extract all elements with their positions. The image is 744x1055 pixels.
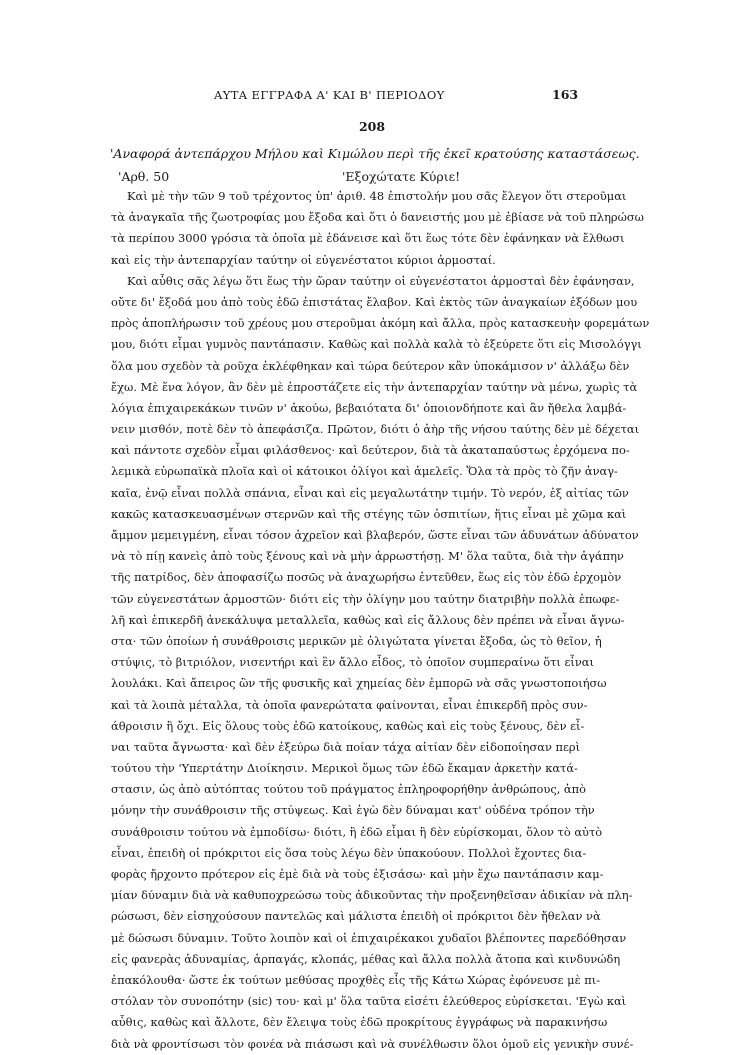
text-line: στα· τῶν ὁποίων ἡ συνάθροισις μερικῶν μὲ ὀλιγώτατα γίνεται ἔξοδα, ὡς τὸ θεῖον, ἡ bbox=[111, 633, 602, 648]
text-line: μόνην τὴν συνάθροισιν τῆς στύψεως. Καὶ ἐγὼ δὲν δύναμαι κατ' οὐδένα τρόπον τὴν bbox=[111, 803, 595, 818]
text-line: κακῶς κατασκευασμένων στερνῶν καὶ τῆς στέγης τῶν ὀσπιτίων, ἥτις εἶναι μὲ χῶμα καὶ bbox=[111, 506, 627, 521]
text-line: διὰ νὰ φροντίσωσι τὸν φονέα νὰ πιάσωσι καὶ νὰ συνέλθωσιν ὅλοι ὁμοῦ εἰς γενικὴν συνέ- bbox=[111, 1036, 634, 1051]
text-line: λῆ καὶ ἐπικερδῆ ἀνεκάλυψα μεταλλεῖα, καθὼς καὶ εἰς ἄλλους δὲν πρέπει νὰ εἶναι ἄγνω- bbox=[111, 612, 625, 627]
text-line: άθροισιν ἢ ὄχι. Εἰς ὅλους τοὺς ἐδῶ κατοίκους, καθὼς καὶ εἰς τοὺς ξένους, δὲν εἶ- bbox=[111, 718, 585, 733]
text-line: νειν μισθόν, ποτὲ δὲν τὸ ἀπεφάσιζα. Πρῶτον, διότι ὁ ἀὴρ τῆς νήσου ταύτης δὲν μὲ δέχεται bbox=[111, 422, 640, 437]
text-line: φορὰς ἤρχοντο πρότερον εἰς ἐμὲ διὰ νὰ τοὺς ἐξισάσω· καὶ μὴν ἔχω παντάπασιν καμ- bbox=[111, 867, 604, 881]
text-line: τὰ ἀναγκαῖα τῆς ζωοτροφίας μου ἔξοδα καὶ ὅτι ὁ δανειστής μου μὲ ἐβίασε νὰ τοῦ πληρώσω bbox=[111, 210, 644, 225]
text-line: λεμικὰ εὐρωπαϊκὰ πλοῖα καὶ οἱ κάτοικοι ὀλίγοι καὶ ἀμελεῖς. Ὅλα τὰ πρὸς τὸ ζῆν ἀναγ- bbox=[111, 464, 618, 479]
running-head: ΑΥΤΑ ΕΓΓΡΑΦΑ Α' ΚΑΙ Β' ΠΕΡΙΟΔΟΥ bbox=[214, 88, 445, 102]
page-number: 163 bbox=[552, 87, 579, 102]
text-line: τούτου τὴν 'Υπερτάτην Διοίκησιν. Μερικοὶ ὅμως τῶν ἐδῶ ἔκαμαν ἀρκετὴν κατά- bbox=[111, 761, 578, 776]
text-line: συνάθροισιν τούτου νὰ ἐμποδίσω· διότι, ἢ ἐδῶ εἶμαι ἢ δὲν εὑρίσκομαι, ὅλον τὸ αὐτὸ bbox=[111, 824, 603, 839]
text-line: μίαν δύναμιν διὰ νὰ καθυποχρεώσω τοὺς ἀδικοῦντας τὴν προξενηθεῖσαν ἀδικίαν νὰ πλη- bbox=[111, 888, 633, 903]
text-line: μὲ δώσωσι δύναμιν. Τοῦτο λοιπὸν καὶ οἱ ἐπιχαιρέκακοι χυδαῖοι βλέποντες παρεδόθησαν bbox=[111, 930, 627, 945]
text-line: στόλαν τὸν συνοπότην (sic) του· καὶ μ' ὅλα ταῦτα εἰσέτι ἐλεύθερος εὑρίσκεται. 'Εγὼ καὶ bbox=[111, 994, 627, 1009]
text-line: οὔτε δι' ἔξοδά μου ἀπὸ τοὺς ἐδῶ ἐπιστάτας ἔλαβον. Καὶ ἐκτὸς τῶν ἀναγκαίων ἐξόδων μου bbox=[111, 294, 638, 309]
text-line: στασιν, ὡς ἀπὸ αὐτόπτας τούτου τοῦ πράγματος ἐπληροφορήθην ἀνθρώπους, ἀπὸ bbox=[111, 782, 586, 797]
text-line: ἄμμον μεμειγμένη, εἶναι τόσον ἀχρεῖον καὶ βλαβερόν, ὥστε εἶναι τῶν ἀδυνάτων ἀδύνατον bbox=[111, 528, 639, 542]
text-line: εἶναι, ἐπειδὴ οἱ πρόκριτοι εἰς ὅσα τοὺς λέγω δὲν ὑπακούουν. Πολλοὶ ἔχοντες δια- bbox=[111, 845, 587, 860]
text-line: τὰ περίπου 3000 γρόσια τὰ ὁποῖα μὲ ἐδάνεισε καὶ ὅτι ἕως τότε δὲν ἐφάνηκαν νὰ ἔλθωσι bbox=[111, 231, 625, 246]
text-line: ὅλα μου σχεδὸν τὰ ροῦχα ἐκλέφθηκαν καὶ τώρα δεύτερον κἂν ὑποκάμισον ν' ἀλλάξω δὲν bbox=[111, 358, 630, 373]
text-line: λόγια ἐπιχαιρεκάκων τινῶν ν' ἀκούω, βεβαιότατα δι' ὁποιονδήποτε καὶ ἂν ἤθελα λαμβά- bbox=[111, 400, 627, 415]
letter-body bbox=[111, 186, 650, 1055]
text-line: Καὶ αὖθις σᾶς λέγω ὅτι ἕως τὴν ὥραν ταύτην οἱ εὐγενέστατοι ἁρμοσταὶ δὲν ἐφάνησαν, bbox=[127, 273, 635, 288]
document-number: 208 bbox=[358, 119, 386, 134]
document-title: 'Αναφορά ἀντεπάρχου Μήλου καὶ Κιμώλου περὶ τῆς ἐκεῖ κρατούσης καταστάσεως. bbox=[110, 146, 640, 161]
text-line: Καὶ μὲ τὴν τῶν 9 τοῦ τρέχοντος ὑπ' ἀριθ. 48 ἐπιστολήν μου σᾶς ἔλεγον ὅτι στεροῦμαι bbox=[127, 189, 627, 203]
text-line: εἰς φανερὰς ἀδυναμίας, ἁρπαγάς, κλοπάς, μέθας καὶ ἄλλα πολλὰ ἄτοπα καὶ κινδυνώδη bbox=[111, 951, 621, 966]
text-line: πρὸς ἀποπλήρωσιν τοῦ χρέους μου στεροῦμαι ἀκόμη καὶ ἄλλα, πρὸς κατασκευὴν φορεμάτων bbox=[111, 316, 650, 331]
text-line: στύψις, τὸ βιτριόλον, νισεντήρι καὶ ἓν ἄλλο εἶδος, τὸ ὁποῖον συμπεραίνω ὅτι εἶναι bbox=[111, 655, 594, 670]
text-line: ἔχω. Μὲ ἕνα λόγον, ἂν δὲν μὲ ἐπροστάζετε εἰς τὴν ἀντεπαρχίαν ταύτην νὰ μένω, χωρὶς τὰ bbox=[111, 379, 638, 394]
text-line: λουλάκι. Καὶ ἄπειρος ὢν τῆς φυσικῆς καὶ χημείας δὲν ἐμπορῶ νὰ σᾶς γνωστοποιήσω bbox=[111, 676, 607, 691]
text-line: αὖθις, καθὼς καὶ ἄλλοτε, δὲν ἔλειψα τοὺς ἐδῶ προκρίτους ἐγγράφως νὰ παρακινήσω bbox=[111, 1015, 608, 1030]
text-line: καὶ τὰ λοιπὰ μέταλλα, τὰ ὁποῖα φανερώτατα φαίνονται, εἶναι ἐπικερδῆ πρὸς συν- bbox=[111, 697, 588, 712]
text-line: καὶ πάντοτε σχεδὸν εἶμαι φιλάσθενος· καὶ δεύτερον, διὰ τὰ ἀκαταπαύστως ἐρχόμενα πο- bbox=[111, 443, 630, 458]
text-line: ρώσωσι, δὲν εἰσηχούσουν παντελῶς καὶ μάλιστα ἐπειδὴ οἱ πρόκριτοι δὲν ἤθελαν νὰ bbox=[111, 909, 601, 924]
text-line: τῶν εὐγενεστάτων ἁρμοστῶν· διότι εἰς τὴν ὀλίγην μου ταύτην διατριβὴν πολλὰ ἐπωφε- bbox=[111, 591, 620, 606]
salutation: 'Εξοχώτατε Κύριε! bbox=[342, 169, 461, 184]
text-line: μου, διότι εἶμαι γυμνὸς παντάπασιν. Καθὼς καὶ πολλὰ καλὰ τὸ ἐξεύρετε ὅτι εἰς Μισολόγγι bbox=[111, 337, 642, 352]
text-line: τῆς πατρίδος, δὲν ἀποφασίζω ποσῶς νὰ ἀναχωρήσω ἐντεῦθεν, ἕως εἰς τὸν ἐδῶ ἐρχομὸν bbox=[111, 570, 622, 585]
text-line: νὰ τὸ πίῃ κανεὶς ἀπὸ τοὺς ξένους καὶ νὰ μὴν ἀρρωστήσῃ. Μ' ὅλα ταῦτα, διὰ τὴν ἀγάπην bbox=[111, 549, 624, 564]
text-line: καὶ εἰς τὴν ἀντεπαρχίαν ταύτην οἱ εὐγενέστατοι κύριοι ἁρμοσταί. bbox=[111, 252, 496, 267]
text-line: ναι ταῦτα ἄγνωστα· καὶ δὲν ἐξεύρω διὰ ποίαν τάχα αἰτίαν δὲν εἰδοποίησαν περὶ bbox=[111, 739, 581, 754]
text-line: ἐπακόλουθα· ὥστε ἐκ τούτων μεθύσας προχθὲς εἷς τῆς Κάτω Χώρας ἐφόνευσε μὲ πι- bbox=[111, 972, 601, 987]
reference-number: 'Αρθ. 50 bbox=[118, 169, 170, 184]
text-line: καῖα, ἐνῷ εἶναι πολλὰ σπάνια, εἶναι καὶ εἰς μεγαλωτάτην τιμήν. Τὸ νερόν, ἐξ αἰτίας τῶν bbox=[111, 485, 629, 500]
